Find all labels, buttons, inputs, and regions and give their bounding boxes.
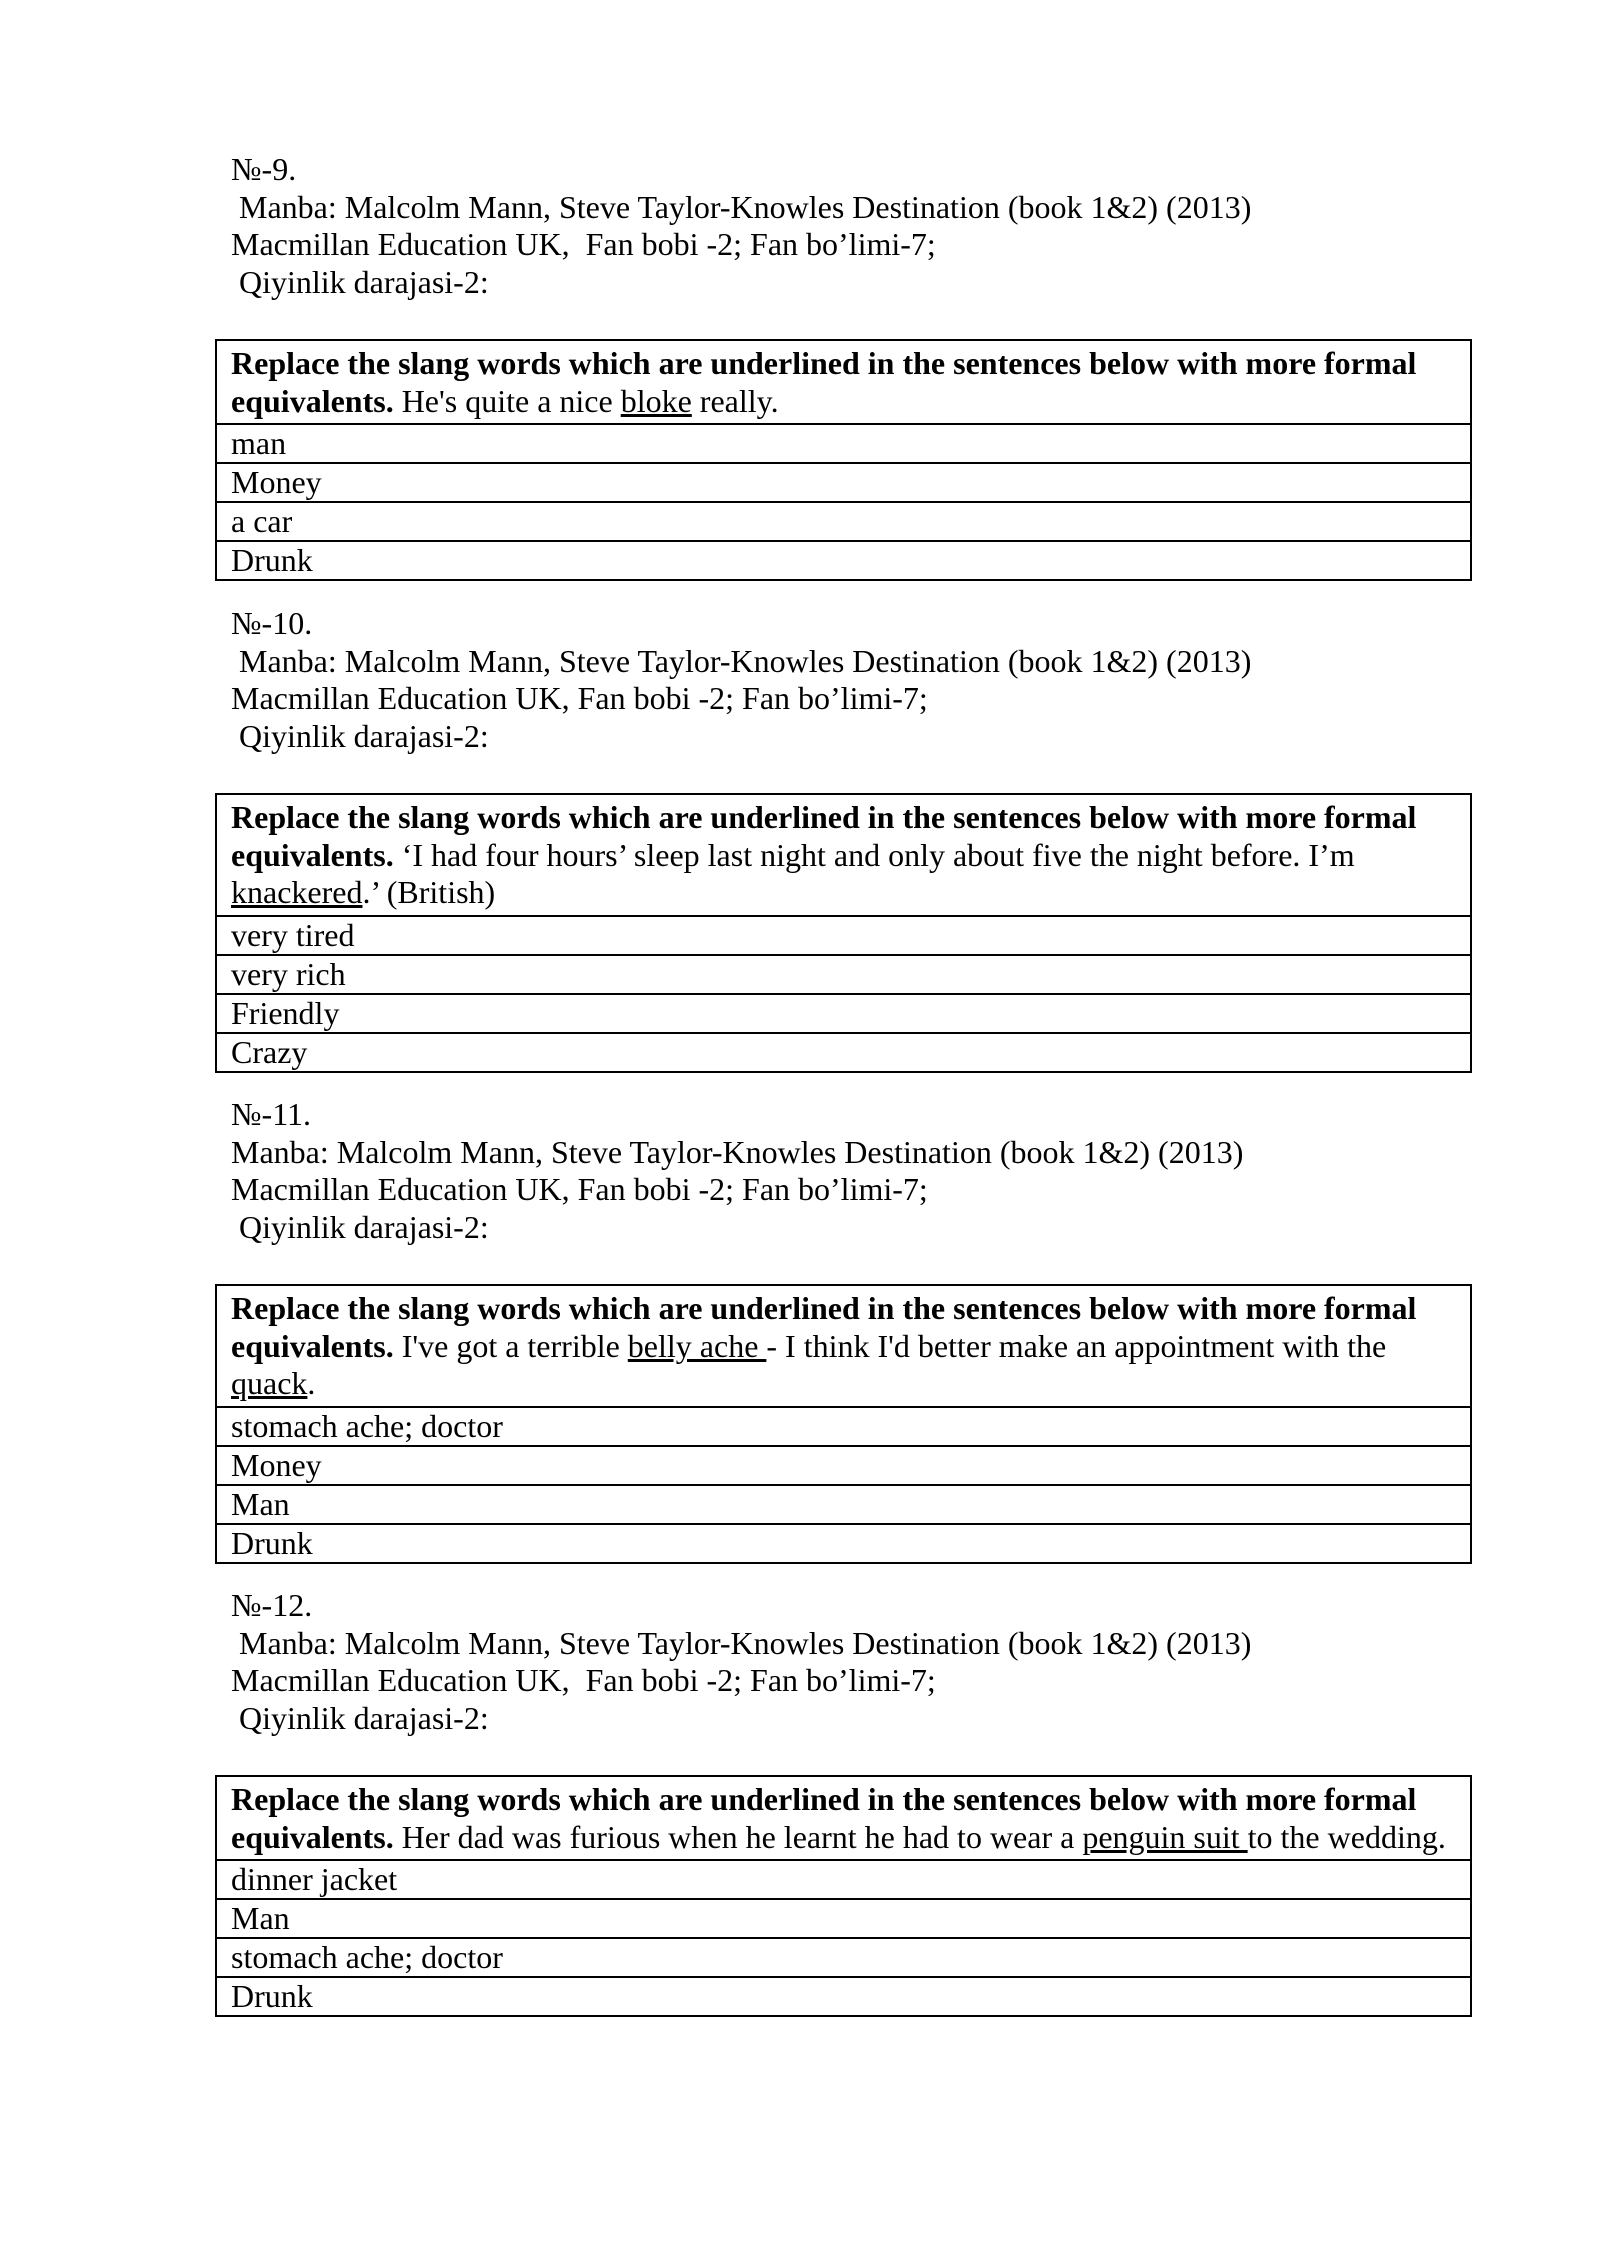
sentence-part: - I think I'd better make an appointment with the — [766, 1327, 1387, 1364]
difficulty-line: Qiyinlik darajasi-2: — [231, 1699, 489, 1736]
question-number: №-9. — [231, 151, 297, 187]
question-table — [215, 793, 1472, 1073]
instruction-text: Replace the slang words which are underlined in the sentences below with more formal equivalents. — [231, 1781, 1417, 1855]
answer-option[interactable]: dinner jacket — [217, 1861, 1470, 1900]
instruction-text: Replace the slang words which are underlined in the sentences below with more formal equivalents. — [231, 1290, 1417, 1364]
answer-option[interactable]: Man — [217, 1486, 1470, 1525]
answer-option[interactable]: very tired — [217, 917, 1470, 956]
sentence-part: He's quite a nice — [393, 382, 621, 419]
question-meta — [231, 1096, 1481, 1246]
sentence-part: .’ (British) — [362, 874, 496, 910]
answer-option[interactable]: a car — [217, 503, 1470, 542]
question-stem — [217, 1777, 1470, 1861]
sentence-part: . — [307, 1365, 316, 1401]
answer-option[interactable]: Drunk — [231, 1524, 313, 1561]
answer-option[interactable]: very rich — [217, 956, 1470, 995]
slang-word: knackered — [231, 874, 363, 910]
question-number: №-12. — [231, 1587, 313, 1623]
difficulty-line: Qiyinlik darajasi-2: — [231, 717, 489, 754]
sentence-part: Her dad was furious when he learnt he had to wear a — [393, 1818, 1083, 1855]
question-number: №-10. — [231, 605, 313, 641]
sentence-part: ‘I had four hours’ sleep last night and only about five the night before. I’m — [393, 836, 1355, 873]
question-number: №-11. — [231, 1096, 311, 1132]
answer-option[interactable]: Crazy — [231, 1033, 308, 1070]
sentence-part: really. — [691, 382, 779, 419]
source-line-1: Manba: Malcolm Mann, Steve Taylor-Knowles Destination (book 1&2) (2013) — [231, 188, 1252, 225]
question-stem — [217, 795, 1470, 917]
source-line-2: Macmillan Education UK, Fan bobi -2; Fan bo’limi-7; — [231, 1662, 936, 1698]
answer-option[interactable]: Money — [217, 464, 1470, 503]
sentence-part: I've got a terrible — [393, 1327, 628, 1364]
source-line-1: Manba: Malcolm Mann, Steve Taylor-Knowles Destination (book 1&2) (2013) — [231, 1133, 1244, 1170]
question-table — [215, 1775, 1472, 2017]
answer-option[interactable]: Friendly — [217, 995, 1470, 1034]
instruction-text: Replace the slang words which are underlined in the sentences below with more formal equivalents. — [231, 799, 1417, 873]
question-table — [215, 339, 1472, 581]
slang-word: belly ache — [627, 1327, 767, 1364]
answer-option[interactable]: man — [217, 425, 1470, 464]
source-line-1: Manba: Malcolm Mann, Steve Taylor-Knowles Destination (book 1&2) (2013) — [231, 1624, 1252, 1661]
answer-option[interactable]: Money — [217, 1447, 1470, 1486]
question-table — [215, 1284, 1472, 1564]
difficulty-line: Qiyinlik darajasi-2: — [231, 1208, 489, 1245]
answer-option[interactable]: Drunk — [231, 1978, 313, 2014]
source-line-2: Macmillan Education UK, Fan bobi -2; Fan bo’limi-7; — [231, 226, 936, 262]
difficulty-line: Qiyinlik darajasi-2: — [231, 263, 489, 300]
sentence-part: to the wedding. — [1247, 1818, 1446, 1855]
answer-option[interactable]: Drunk — [231, 542, 313, 578]
answer-option[interactable]: stomach ache; doctor — [217, 1408, 1470, 1447]
slang-word: penguin suit — [1082, 1818, 1248, 1855]
question-meta — [231, 1587, 1481, 1737]
slang-word: quack — [231, 1365, 308, 1401]
source-line-2: Macmillan Education UK, Fan bobi -2; Fan bo’limi-7; — [231, 1171, 928, 1207]
question-stem — [217, 341, 1470, 425]
answer-option[interactable]: Man — [217, 1900, 1470, 1939]
answer-option[interactable]: stomach ache; doctor — [217, 1939, 1470, 1978]
instruction-text: Replace the slang words which are underlined in the sentences below with more formal equivalents. — [231, 345, 1417, 419]
question-meta — [231, 605, 1481, 755]
slang-word: bloke — [620, 382, 692, 419]
source-line-2: Macmillan Education UK, Fan bobi -2; Fan bo’limi-7; — [231, 680, 928, 716]
question-stem — [217, 1286, 1470, 1408]
source-line-1: Manba: Malcolm Mann, Steve Taylor-Knowles Destination (book 1&2) (2013) — [231, 642, 1252, 679]
question-meta — [231, 151, 1481, 301]
